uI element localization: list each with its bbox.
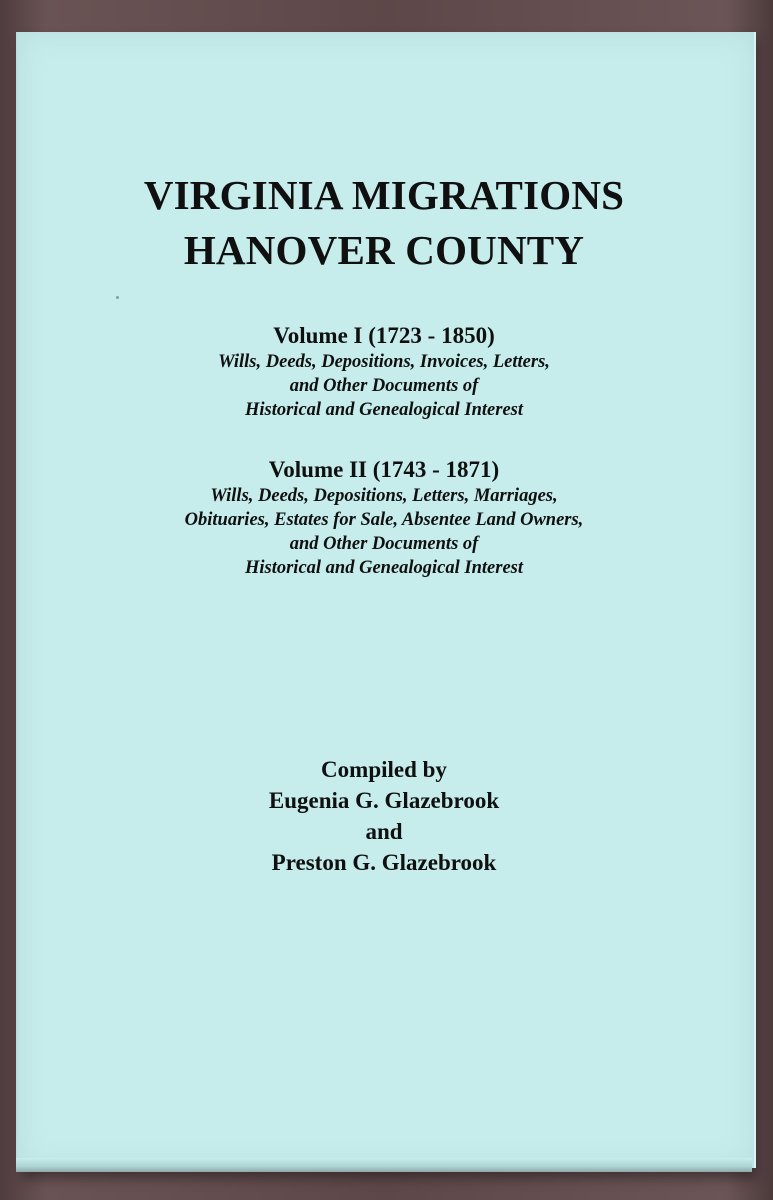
title-line-2: HANOVER COUNTY [183,227,585,273]
compiled-by-label: Compiled by [321,757,447,782]
book-title [16,168,752,278]
volume-1-description-line-2: and Other Documents of [289,376,479,396]
volume-1-heading: Volume I (1723 - 1850) [273,323,495,348]
cover-speck [116,296,119,299]
volume-2-section [16,456,752,580]
volume-2-description-line-4: Historical and Genealogical Interest [244,558,523,578]
volume-2-description-line-1: Wills, Deeds, Depositions, Letters, Marriages, [210,486,558,506]
volume-2-description-line-3: and Other Documents of [289,534,479,554]
volume-1-description-line-1: Wills, Deeds, Depositions, Invoices, Letters, [218,352,550,372]
title-line-1: VIRGINIA MIGRATIONS [143,172,625,218]
author-1: Eugenia G. Glazebrook [268,788,500,813]
credits [16,754,752,878]
book-bottom-edge [16,1158,752,1172]
author-2: Preston G. Glazebrook [271,850,497,875]
volume-2-heading: Volume II (1743 - 1871) [268,457,500,482]
volume-1-description-line-3: Historical and Genealogical Interest [244,400,523,420]
credits-conjunction: and [365,819,403,844]
volume-1-section [16,322,752,422]
volume-2-description-line-2: Obituaries, Estates for Sale, Absentee Land Owners, [184,510,584,530]
